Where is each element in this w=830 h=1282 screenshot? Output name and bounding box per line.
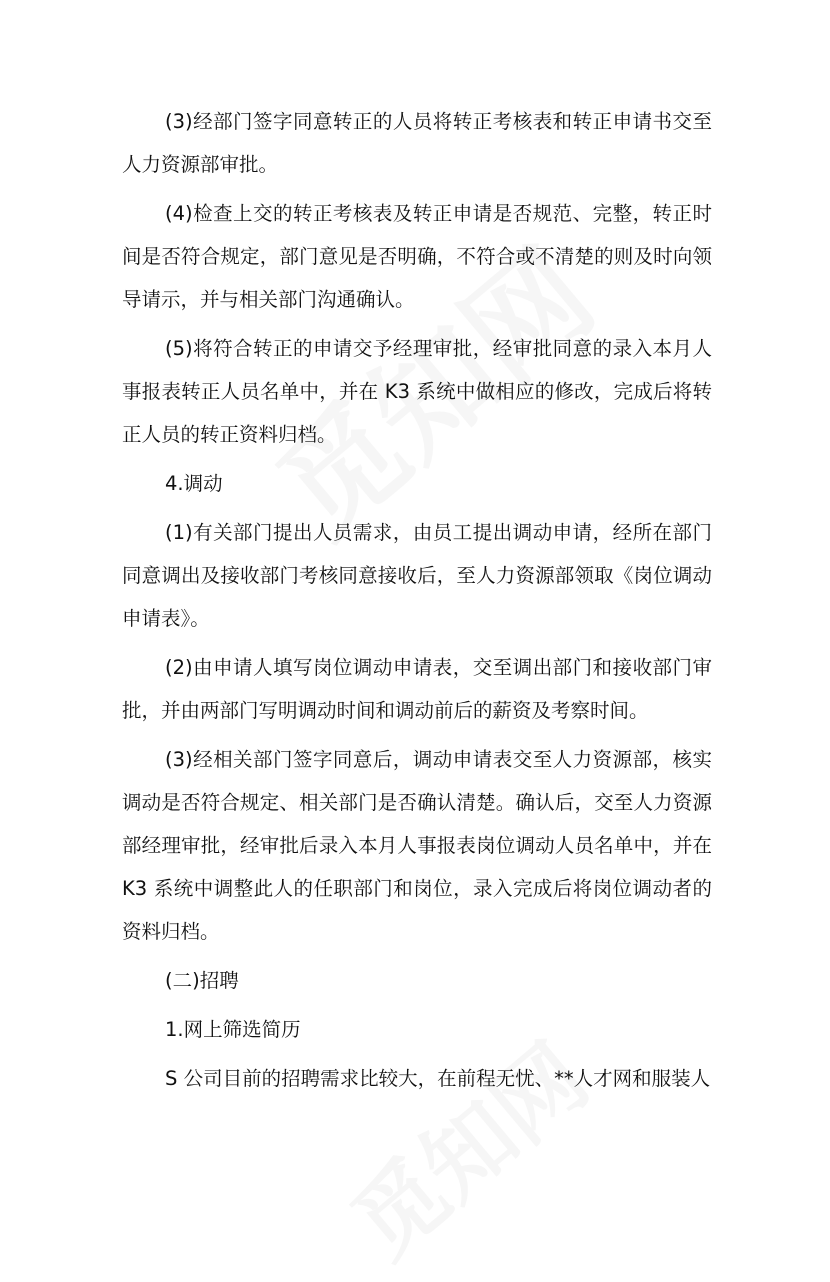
section-heading: (二)招聘 — [165, 969, 239, 992]
section-heading: 4.调动 — [165, 472, 223, 495]
paragraph: (3)经相关部门签字同意后，调动申请表交至人力资源部，核实调动是否符合规定、相关部门是否确认清楚。确认后，交至人力资源部经理审批，经审批后录入本月人事报表岗位调动人员名单中，并在 K3 系统中调整此人的任职部门和岗位，录入完成后将岗位调动者的资料归档。 — [122, 748, 712, 943]
paragraph: (1)有关部门提出人员需求，由员工提出调动申请，经所在部门同意调出及接收部门考核同意接收后，至人力资源部领取《岗位调动申请表》。 — [122, 521, 712, 630]
paragraph: (4)检查上交的转正考核表及转正申请是否规范、完整，转正时间是否符合规定，部门意见是否明确，不符合或不清楚的则及时向领导请示，并与相关部门沟通确认。 — [122, 202, 712, 311]
document-body — [122, 100, 712, 1100]
paragraph: (3)经部门签字同意转正的人员将转正考核表和转正申请书交至人力资源部审批。 — [122, 110, 712, 176]
paragraph: S 公司目前的招聘需求比较大，在前程无忧、**人才网和服装人 — [165, 1067, 711, 1090]
paragraph: (2)由申请人填写岗位调动申请表，交至调出部门和接收部门审批，并由两部门写明调动时间和调动前后的薪资及考察时间。 — [122, 656, 712, 722]
subsection-heading: 1.网上筛选简历 — [165, 1018, 301, 1041]
paragraph: (5)将符合转正的申请交予经理审批，经审批同意的录入本月人事报表转正人员名单中，并在 K3 系统中做相应的修改，完成后将转正人员的转正资料归档。 — [122, 337, 712, 446]
